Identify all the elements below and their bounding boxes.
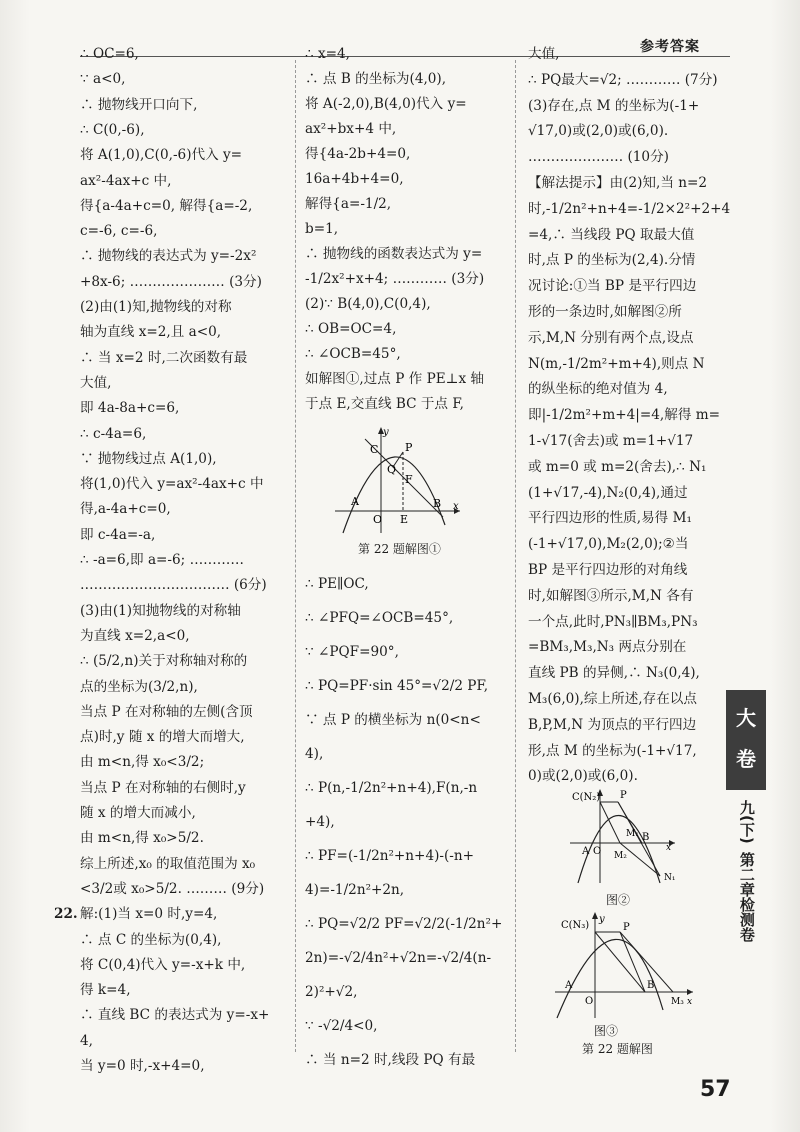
answer-text: 解:(1)当 x=0 时,y=4, [80,906,218,923]
answer-line: ∴ OB=OC=4, [305,321,397,337]
svg-text:A: A [565,980,573,991]
svg-text:O: O [585,996,594,1007]
answer-line: ∴ OC=6, [80,46,139,62]
header-title: 参考答案 [640,39,700,55]
svg-text:B: B [642,832,650,843]
page-number: 57 [700,1077,731,1102]
answer-line: 综上所述,x₀ 的取值范围为 x₀ [80,855,256,872]
answer-line: 形的一条边时,如解图②所 [528,304,682,320]
svg-text:x: x [453,501,459,512]
answer-line: (-1+√17,0),M₂(2,0);②当 [528,536,689,553]
answer-line: ∴ ∠OCB=45°, [305,346,401,362]
svg-text:A: A [582,846,590,857]
svg-text:B: B [647,980,655,991]
answer-line: ∴ 点 C 的坐标为(0,4), [80,931,222,948]
figure-1-caption: 第 22 题解图① [358,542,441,556]
answer-line: ∴ 当 x=2 时,二次函数有最 [80,349,248,366]
answer-line: (3)由(1)知抛物线的对称轴 [80,602,241,619]
svg-text:x: x [687,997,693,1007]
answer-line: 为直线 x=2,a<0, [80,627,190,644]
answer-line: ∴ x=4, [305,46,350,62]
svg-text:P: P [623,922,630,933]
label-c: C [370,443,379,456]
answer-line: 当 y=0 时,-x+4=0, [80,1058,205,1074]
answer-line: 或 m=0 或 m=2(舍去),∴ N₁ [528,458,707,475]
answer-line: B,P,M,N 为顶点的平行四边 [528,716,697,733]
answer-line: (2)∵ B(4,0),C(0,4), [305,296,431,312]
answer-line: 当点 P 在对称轴的右侧时,y [80,779,246,796]
svg-text:B: B [433,497,442,510]
svg-text:y: y [599,914,605,925]
svg-text:A: A [351,495,359,508]
answer-line: <3/2或 x₀>5/2. ……… (9分) [80,880,265,897]
side-tab-text [730,800,762,942]
answer-line: ∴ PF=(-1/2n²+n+4)-(-n+ [305,848,475,864]
answer-line: 将 A(1,0),C(0,-6)代入 y= [80,147,243,164]
answer-line: 得 k=4, [80,982,131,999]
answer-line: ∴ PQ=√2/2 PF=√2/2(-1/2n²+ [305,916,503,932]
answer-line: 1-√17(舍去)或 m=1+√17 [528,433,694,449]
svg-text:P: P [620,790,627,801]
answer-line: 2)²+√2, [305,984,358,1000]
answer-line: (2)由(1)知,抛物线的对称 [80,299,232,315]
answer-line: 即|-1/2m²+m+4|=4,解得 m= [528,407,721,424]
answer-line: ∴ PQ=PF·sin 45°=√2/2 PF, [305,678,489,694]
svg-text:M₃: M₃ [671,997,684,1007]
answer-line: ax²-4ax+c 中, [80,172,172,189]
answer-line: +4), [305,814,335,830]
answer-line: 得{a-4a+c=0, 解得{a=-2, [80,197,253,214]
figure-3-caption: 图③ [594,1024,619,1038]
answer-line: 【解法提示】由(2)知,当 n=2 [528,175,708,191]
answer-line: ∴ (5/2,n)关于对称轴对称的 [80,653,248,670]
answer-line: 即 c-4a=-a, [80,526,156,543]
answer-line: 时,如解图③所示,M,N 各有 [528,587,694,604]
answer-line: ∵ ∠PQF=90°, [305,644,399,660]
answer-line: 即 4a-8a+c=6, [80,400,180,417]
svg-text:O: O [593,846,602,857]
answer-line: 轴为直线 x=2,且 a<0, [80,324,222,341]
answer-line: 形,点 M 的坐标为(-1+√17, [528,742,697,759]
answer-line: 由 m<n,得 x₀<3/2; [80,754,205,771]
answer-line: -1/2x²+x+4; ………… (3分) [305,271,485,287]
svg-text:F: F [405,473,413,486]
figure-22-solution-3 [545,910,695,1020]
answer-line: 示,M,N 分别有两个点,设点 [528,329,694,346]
svg-text:Q: Q [387,463,397,476]
answer-line: ∴ 直线 BC 的表达式为 y=-x+ [80,1007,270,1024]
answer-line: ∵ 点 P 的横坐标为 n(0<n< [305,712,481,728]
answer-line: ∵ -√2/4<0, [305,1018,378,1034]
answer-line [54,906,218,923]
answer-line: +8x-6; ………………… (3分) [80,273,262,290]
answer-line: 直线 PB 的异侧,∴ N₃(0,4), [528,665,700,682]
answer-line: √17,0)或(2,0)或(6,0). [528,123,669,140]
figure-22-solution-1 [335,425,465,535]
answer-line: 点)时,y 随 x 的增大而增大, [80,729,245,746]
answer-line: …………………………… (6分) [80,577,267,594]
answer-line: 时,-1/2n²+n+4=-1/2×2²+2+4 [528,200,731,217]
answer-line: (1+√17,-4),N₂(0,4),通过 [528,484,688,501]
answer-line: 由 m<n,得 x₀>5/2. [80,830,204,847]
answer-line: ∴ P(n,-1/2n²+n+4),F(n,-n [305,780,478,796]
answer-line: 当点 P 在对称轴的左侧(含顶 [80,703,253,720]
figure-22-solution-2 [560,788,680,888]
answer-line: 如解图①,过点 P 作 PE⊥x 轴 [305,371,485,387]
answer-line: ………………… (10分) [528,149,669,166]
side-tab-grade: 九(下) [737,800,756,844]
answer-line: ax²+bx+4 中, [305,121,397,137]
answer-line: 大值, [528,46,560,62]
answer-line: 2n)=-√2/4n²+√2n=-√2/4(n- [305,950,492,966]
svg-text:y: y [383,427,389,438]
answer-line: 将 C(0,4)代入 y=-x+k 中, [80,956,246,973]
svg-text:P: P [405,441,413,454]
answer-line: 得{4a-2b+4=0, [305,146,411,162]
answer-line: ∴ 当 n=2 时,线段 PQ 有最 [305,1052,476,1068]
answer-line: 平行四边形的性质,易得 M₁ [528,510,692,527]
answer-line: 随 x 的增大而减小, [80,805,196,821]
answer-line: 时,点 P 的坐标为(2,4).分情 [528,252,696,269]
answer-line: 4), [305,746,324,762]
answer-line: ∴ 抛物线的函数表达式为 y= [305,246,483,262]
svg-text:N₁: N₁ [664,873,676,883]
svg-text:x: x [666,843,672,853]
side-tab-chapter: 第二章检测卷 [737,851,756,942]
answer-line: ∴ c-4a=6, [80,425,147,442]
answer-line: 4, [80,1032,93,1049]
answer-line: 解得{a=-1/2, [305,196,392,212]
answer-line: N(m,-1/2m²+m+4),则点 N [528,355,705,372]
answer-line: b=1, [305,221,339,237]
svg-text:M₂: M₂ [614,851,627,861]
answer-line: BP 是平行四边形的对角线 [528,562,688,578]
svg-text:C(N₃): C(N₃) [561,920,590,931]
answer-line: 况讨论:①当 BP 是平行四边 [528,278,697,295]
header-rule [80,56,730,57]
answer-line: ∴ 抛物线的表达式为 y=-2x² [80,248,257,265]
answer-line: 点的坐标为(3/2,n), [80,678,198,695]
answer-line: 得,a-4a+c=0, [80,501,171,518]
answer-line: 4)=-1/2n²+2n, [305,882,405,898]
svg-text:O: O [373,513,383,526]
column-separator [515,60,516,1052]
answer-line: M₃(6,0),综上所述,存在以点 [528,691,697,707]
answer-line: =BM₃,M₃,N₃ 两点分别在 [528,639,687,656]
svg-text:E: E [400,513,409,526]
answer-line: ∴ PE∥OC, [305,576,369,592]
side-tab-label-1: 大 [736,706,756,730]
answer-line: ∴ C(0,-6), [80,121,145,138]
answer-line: ∴ 点 B 的坐标为(4,0), [305,71,447,87]
answer-line: 大值, [80,374,112,391]
answer-line: ∵ a<0, [80,71,126,88]
answer-line: 的纵坐标的绝对值为 4, [528,381,668,398]
column-separator [295,60,296,1052]
answer-line: 将(1,0)代入 y=ax²-4ax+c 中 [80,476,264,493]
answer-line: 将 A(-2,0),B(4,0)代入 y= [305,96,467,112]
answer-line: 16a+4b+4=0, [305,171,404,187]
answer-line: (3)存在,点 M 的坐标为(-1+ [528,97,700,114]
figure-main-caption: 第 22 题解图 [582,1042,653,1056]
answer-line: ∴ -a=6,即 a=-6; ………… [80,552,244,568]
answer-line: 于点 E,交直线 BC 于点 F, [305,396,464,412]
answer-line: ∵ 抛物线过点 A(1,0), [80,450,217,467]
answer-line: c=-6, c=-6, [80,223,158,240]
answer-line: ∴ ∠PFQ=∠OCB=45°, [305,610,454,626]
answer-line: =4,∴ 当线段 PQ 取最大值 [528,226,695,243]
answer-line: ∴ PQ最大=√2; ………… (7分) [528,71,718,88]
answer-line: 0)或(2,0)或(6,0). [528,768,638,785]
svg-text:M₁: M₁ [626,829,639,839]
question-number: 22. [54,906,78,923]
side-tab [726,690,766,790]
answer-line: 一个点,此时,PN₃∥BM₃,PN₃ [528,613,698,630]
side-tab-label-2: 卷 [736,747,756,771]
figure-2-caption: 图② [606,893,631,907]
answer-line: ∴ 抛物线开口向下, [80,96,198,113]
svg-text:C(N₂): C(N₂) [572,792,601,803]
